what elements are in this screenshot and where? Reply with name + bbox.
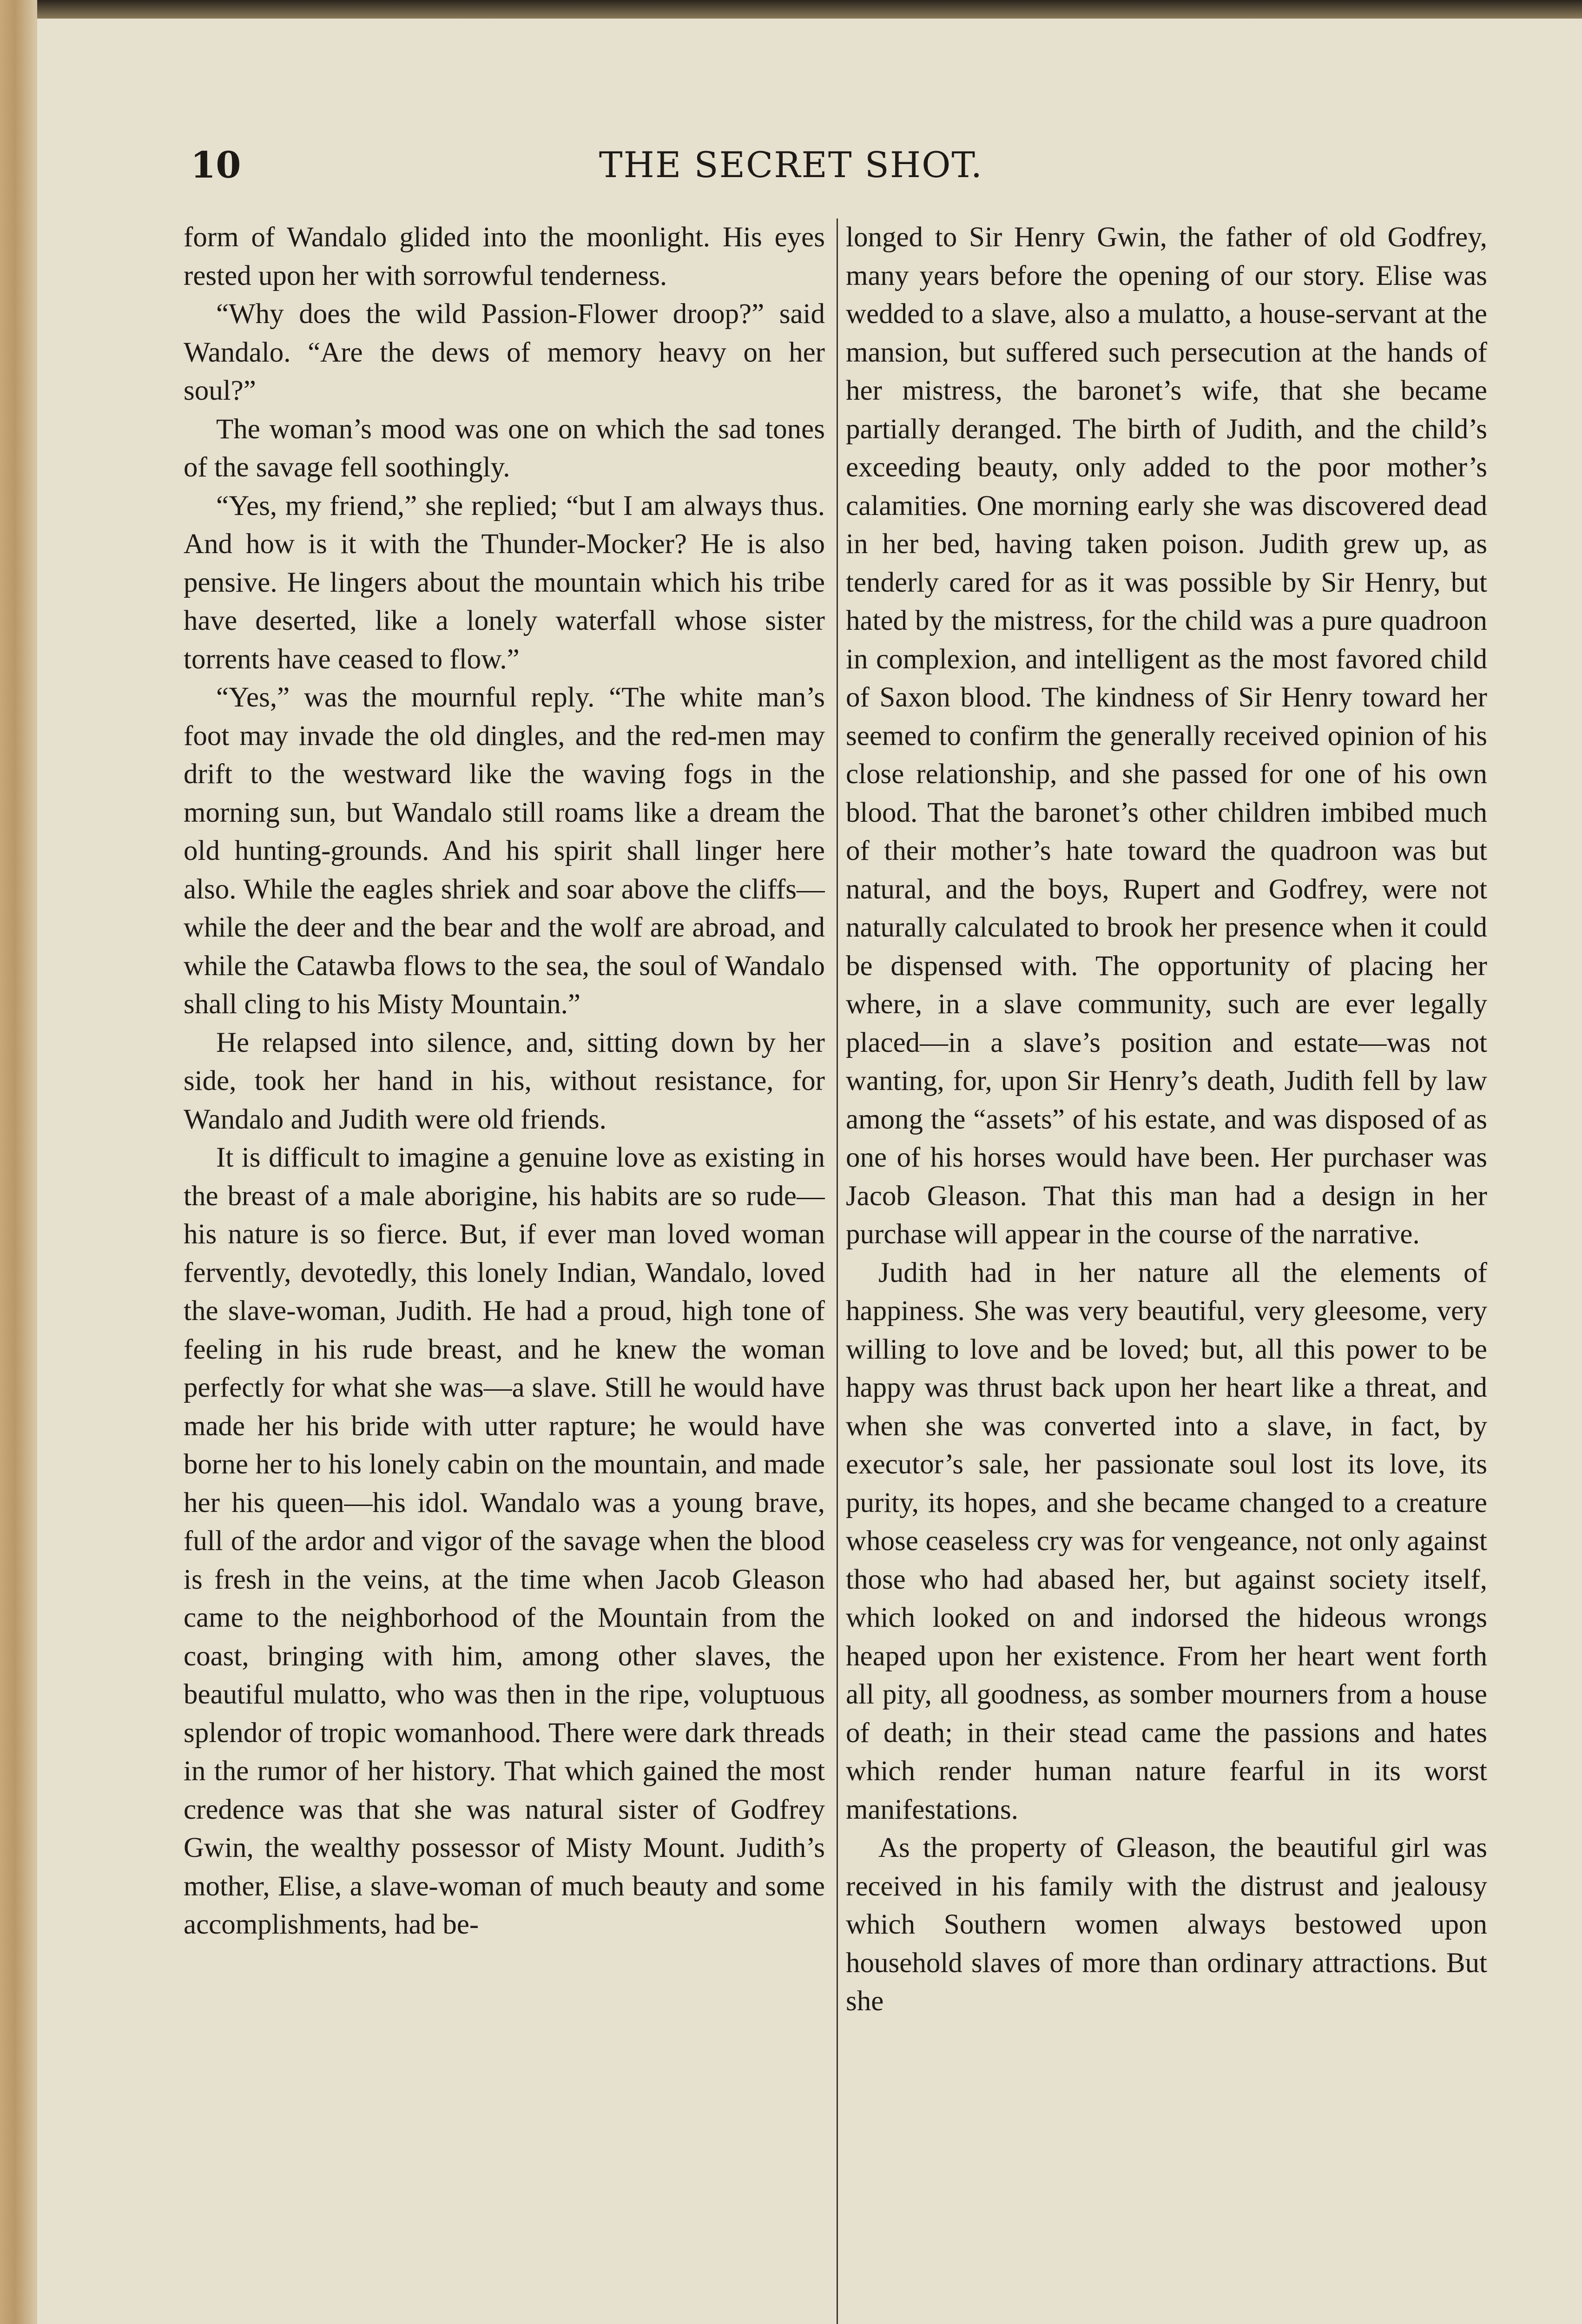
page-left-edge [0,0,37,2324]
running-title: THE SECRET SHOT. [599,144,983,185]
paragraph: “Yes, my friend,” she replied; “but I am always thus. And how is it with the Thunder-Mocker? He is also pensive. He lingers about the mountain which his tribe have deserted, like a lonely waterfall whose sister torrents have ceased to flow.” [184,490,825,675]
left-column [184,218,825,2324]
paragraph: “Why does the wild Passion-Flower droop?” said Wandalo. “Are the dews of memory heavy on her soul?” [184,298,825,406]
paragraph: The woman’s mood was one on which the sad tones of the savage fell soothingly. [184,413,825,483]
paragraph: form of Wandalo glided into the moonlight. His eyes rested upon her with sorrowful tenderness. [184,222,825,291]
paragraph: “Yes,” was the mournful reply. “The white man’s foot may invade the old dingles, and the red-men may drift to the westward like the waving fogs in the morning sun, but Wandalo still roams like a dream the old hunting-grounds. And his spirit shall linger here also. While the eagles shriek and soar above the cliffs—while the deer and the bear and the wolf are abroad, and while the Catawba flows to the sea, the soul of Wandalo shall cling to his Misty Mountain.” [184,682,825,1020]
right-column [846,218,1487,2324]
column-divider [837,218,838,2324]
paragraph: longed to Sir Henry Gwin, the father of old Godfrey, many years before the opening of our story. Elise was wedded to a slave, also a mulatto, a house-servant at the mansion, but suffered such persecution at the hands of her mistress, the baronet’s wife, that she became partially deranged. The birth of Judith, and the child’s exceeding beauty, only added to the poor mother’s calamities. One morning early she was discovered dead in her bed, having taken poison. Judith grew up, as tenderly cared for as it was possible by Sir Henry, but hated by the mistress, for the child was a pure quadroon in complexion, and intelligent as the most favored child of Saxon blood. The kindness of Sir Henry toward her seemed to confirm the generally received opinion of his close relationship, and she passed for one of his own blood. That the baronet’s other children imbibed much of their mother’s hate toward the quadroon was but natural, and the boys, Rupert and Godfrey, were not naturally calculated to brook her presence when it could be dispensed with. The opportunity of placing her where, in a slave community, such are ever legally placed—in a slave’s position and estate—was not wanting, for, upon Sir Henry’s death, Judith fell by law among the “assets” of his estate, and was disposed of as one of his horses would have been. Her purchaser was Jacob Gleason. That this man had a design in her purchase will appear in the course of the narrative. [846,222,1487,1250]
paragraph: It is difficult to imagine a genuine love as existing in the breast of a male aborigine, his habits are so rude—his nature is so fierce. But, if ever man loved woman fervently, devotedly, this lonely Indian, Wandalo, loved the slave-woman, Judith. He had a proud, high tone of feeling in his rude breast, and he knew the woman perfectly for what she was—a slave. Still he would have made her his bride with utter rapture; he would have borne her to his lonely cabin on the mountain, and made her his queen—his idol. Wandalo was a young brave, full of the ardor and vigor of the savage when the blood is fresh in the veins, at the time when Jacob Gleason came to the neighborhood of the Mountain from the coast, bringing with him, among other slaves, the beautiful mulatto, who was then in the ripe, voluptuous splendor of tropic womanhood. There were dark threads in the rumor of her history. That which gained the most credence was that she was natural sister of Godfrey Gwin, the wealthy possessor of Misty Mount. Judith’s mother, Elise, a slave-woman of much beauty and some accomplishments, had be- [184,1142,825,1940]
page-number: 10 [191,144,241,186]
paragraph: Judith had in her nature all the elements of happiness. She was very beautiful, very gleesome, very willing to love and be loved; but, all this power to be happy was thrust back upon her heart like a threat, and when she was converted into a slave, in fact, by executor’s sale, her passionate soul lost its love, its purity, its hopes, and she became changed to a creature whose ceaseless cry was for vengeance, not only against those who had abased her, but against society itself, which looked on and indorsed the hideous wrongs heaped upon her existence. From her heart went forth all pity, all goodness, as somber mourners from a house of death; in their stead came the passions and hates which render human nature fearful in its worst manifestations. [846,1257,1487,1825]
paragraph: As the property of Gleason, the beautiful girl was received in his family with the distrust and jealousy which Southern women always bestowed upon household slaves of more than ordinary attractions. But she [846,1832,1487,2017]
page-header [0,144,1582,195]
paragraph: He relapsed into silence, and, sitting down by her side, took her hand in his, without resistance, for Wandalo and Judith were old friends. [184,1027,825,1135]
page-top-edge [0,0,1582,19]
